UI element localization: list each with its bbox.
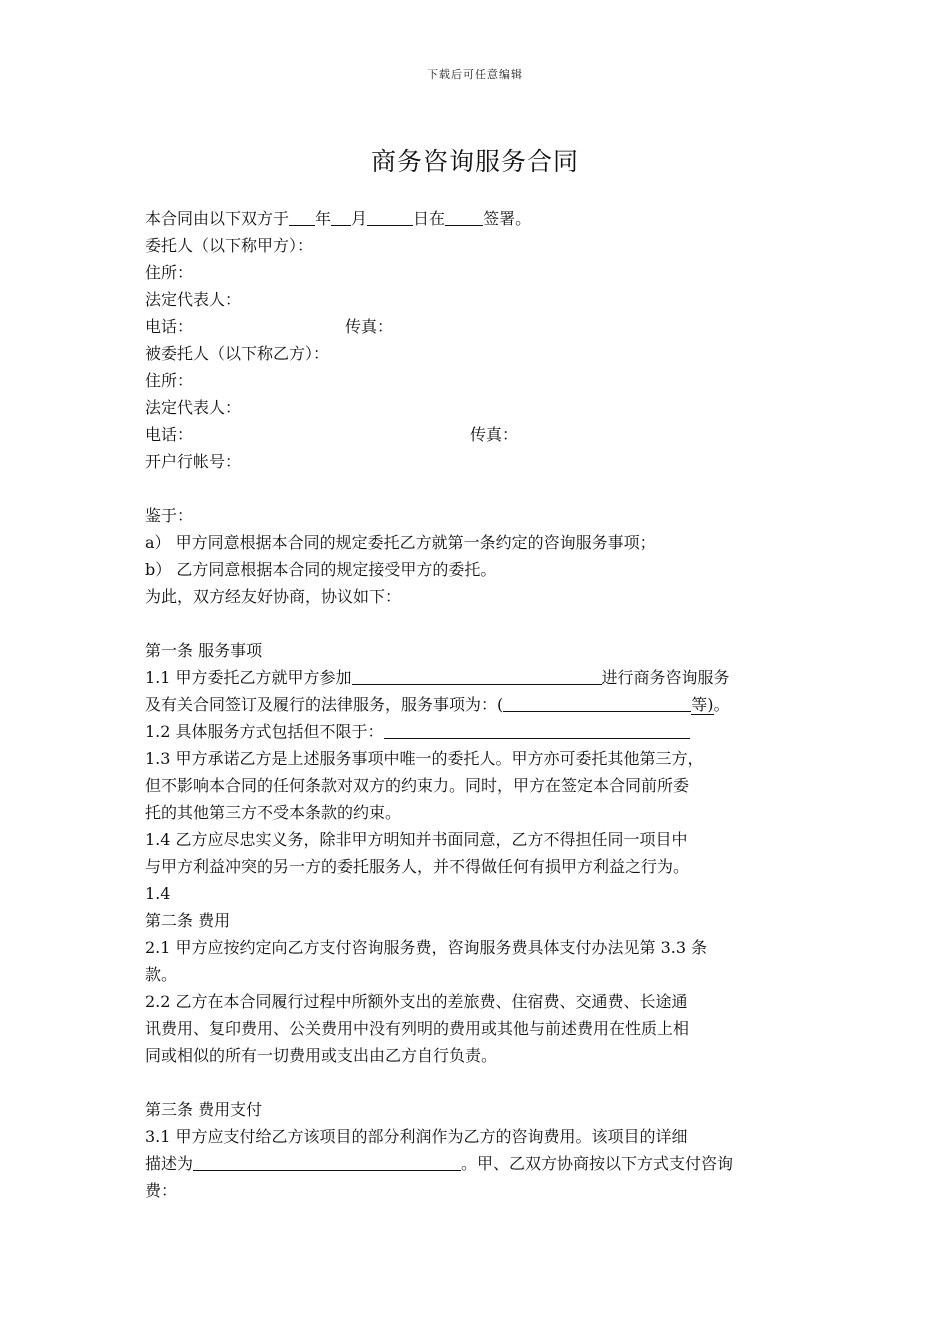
year-blank[interactable] <box>289 207 315 226</box>
clause-2-1-l1: 2.1 甲方应按约定向乙方支付咨询服务费，咨询服务费具体支付办法见第 3.3 条 <box>145 938 708 957</box>
party-b-label: 被委托人（以下称乙方）： <box>145 344 330 363</box>
party-a-fax: 传真： <box>345 317 394 336</box>
clause-1-2: 1.2 具体服务方式包括但不限于： <box>145 718 815 745</box>
clause-3-1-l3: 费： <box>145 1181 178 1200</box>
clause-1-3-l3: 托的其他第三方不受本条款的约束。 <box>145 803 402 822</box>
whereas-conclusion: 为此，双方经友好协商，协议如下： <box>145 587 402 606</box>
article2-heading: 第二条 费用 <box>145 911 231 930</box>
clause-2-2-l3: 同或相似的所有一切费用或支出由乙方自行负责。 <box>145 1046 498 1065</box>
clause-1-4b: 1.4 <box>145 884 171 903</box>
party-b-address: 住所： <box>145 371 194 390</box>
contract-title: 商务咨询服务合同 <box>370 147 579 176</box>
service-items-blank[interactable] <box>503 693 691 712</box>
party-b-contact <box>145 421 815 448</box>
party-b-legal-rep: 法定代表人： <box>145 398 242 417</box>
place-blank[interactable] <box>445 207 483 226</box>
whereas-b: b） 乙方同意根据本合同的规定接受甲方的委托。 <box>145 560 497 579</box>
intro-line: 本合同由以下双方于 年 月 日在 签署。 <box>145 209 532 228</box>
month-blank[interactable] <box>331 207 351 226</box>
clause-1-3-l1: 1.3 甲方承诺乙方是上述服务事项中唯一的委托人。甲方亦可委托其他第三方， <box>145 749 704 768</box>
clause-2-2-l1: 2.2 乙方在本合同履行过程中所额外支出的差旅费、住宿费、交通费、长途通 <box>145 992 688 1011</box>
clause-1-4-l2: 与甲方利益冲突的另一方的委托服务人，并不得做任何有损甲方利益之行为。 <box>145 857 690 876</box>
party-b-fax: 传真： <box>470 425 519 444</box>
clause-1-4-l1: 1.4 乙方应尽忠实义务，除非甲方明知并书面同意，乙方不得担任同一项目中 <box>145 830 688 849</box>
project-blank[interactable] <box>352 666 602 685</box>
party-a-label: 委托人（以下称甲方）： <box>145 236 314 255</box>
party-a-address: 住所： <box>145 263 194 282</box>
clause-1-3-l2: 但不影响本合同的任何条款对双方的约束力。同时，甲方在签定本合同前所委 <box>145 776 690 795</box>
party-b-phone: 电话： <box>145 425 194 444</box>
article1-heading: 第一条 服务事项 <box>145 641 263 660</box>
page-header: 下载后可任意编辑 <box>427 68 523 81</box>
party-a-contact <box>145 313 815 340</box>
day-blank[interactable] <box>367 207 413 226</box>
whereas-a: a） 甲方同意根据本合同的规定委托乙方就第一条约定的咨询服务事项； <box>145 533 656 552</box>
party-a-legal-rep: 法定代表人： <box>145 290 242 309</box>
contract-body <box>145 205 815 1204</box>
article3-heading: 第三条 费用支付 <box>145 1100 263 1119</box>
clause-1-1: 1.1 甲方委托乙方就甲方参加 进行商务咨询服务 <box>145 668 730 687</box>
clause-2-2-l2: 讯费用、复印费用、公关费用中没有列明的费用或其他与前述费用在性质上相 <box>145 1019 690 1038</box>
whereas-label: 鉴于： <box>145 506 194 525</box>
service-method-blank[interactable] <box>384 720 690 739</box>
project-description-blank[interactable] <box>193 1152 461 1171</box>
clause-3-1-l1: 3.1 甲方应支付给乙方该项目的部分利润作为乙方的咨询费用。该项目的详细 <box>145 1127 688 1146</box>
clause-1-1-cont: 及有关合同签订及履行的法律服务，服务事项为：( 等)。 <box>145 695 730 714</box>
party-b-bank: 开户行帐号： <box>145 452 242 471</box>
party-a-phone: 电话： <box>145 317 194 336</box>
clause-2-1-l2: 款。 <box>145 965 178 984</box>
clause-3-1-l2: 描述为 。甲、乙双方协商按以下方式支付咨询 <box>145 1154 734 1173</box>
